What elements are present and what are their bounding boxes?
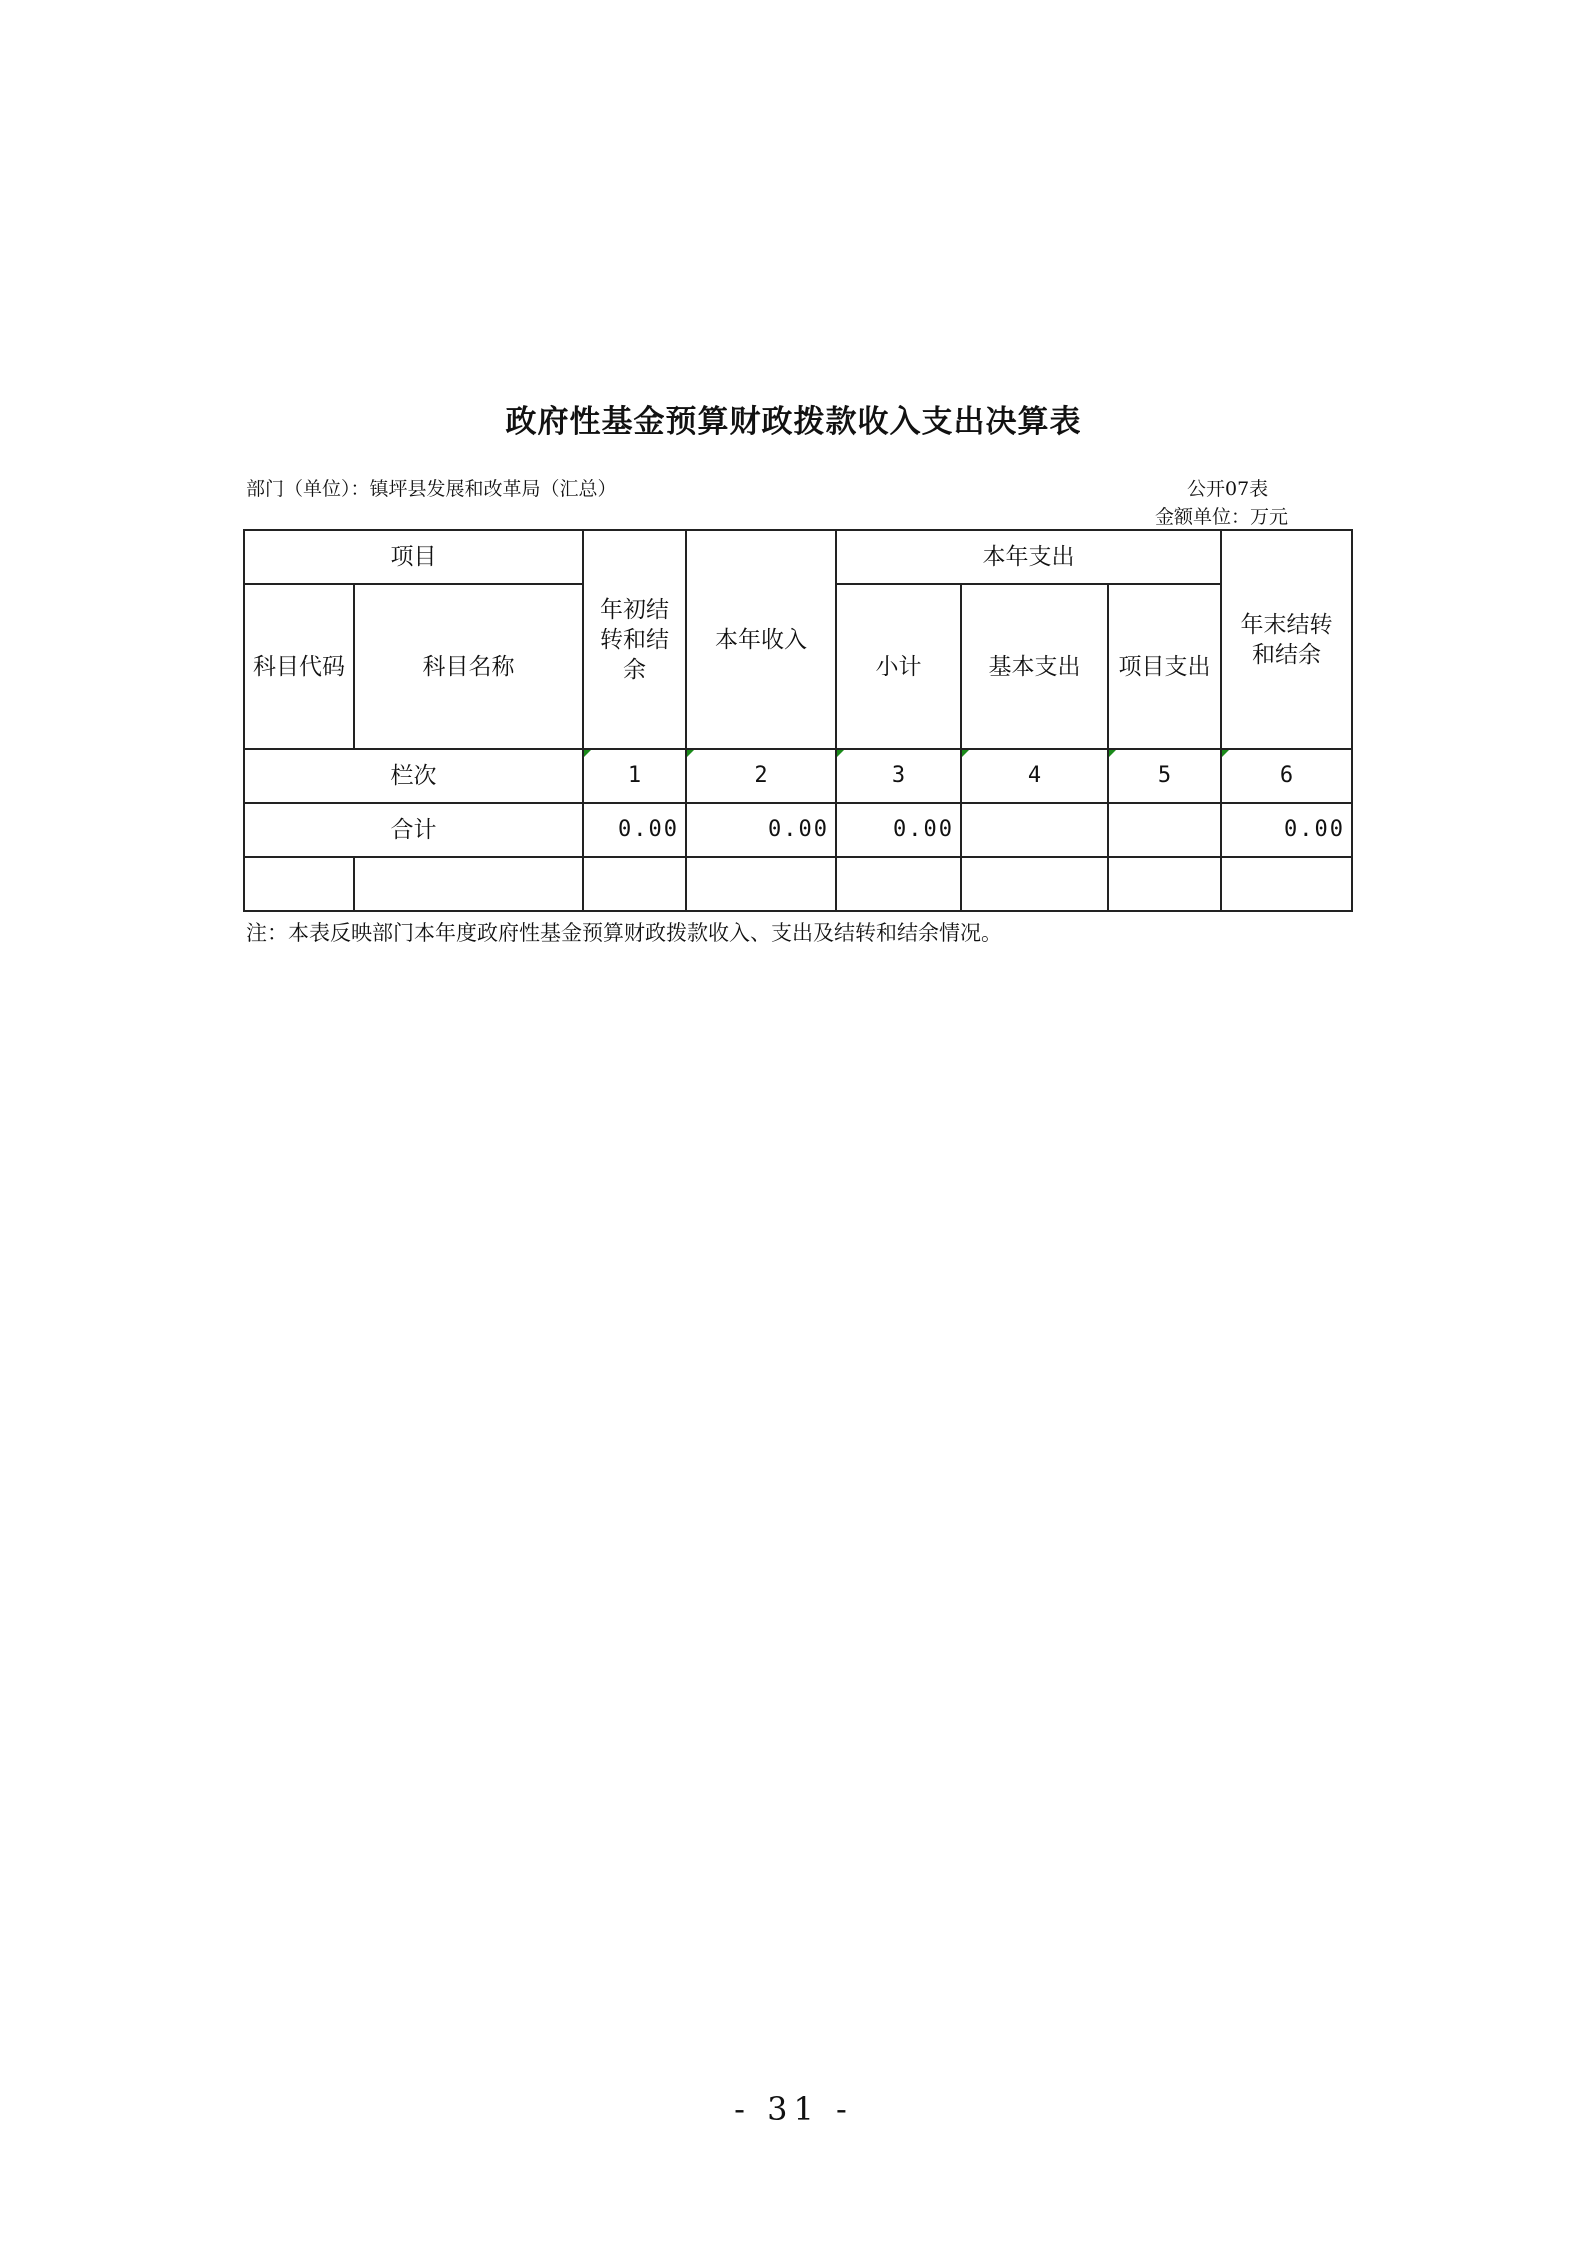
column-index-value: 3	[891, 763, 906, 788]
empty-cell	[961, 857, 1108, 911]
cell-marker	[1222, 750, 1229, 757]
column-index-5	[1108, 749, 1221, 803]
amount-unit: 金额单位：万元	[1155, 506, 1289, 528]
total-subtotal: 0.00	[836, 803, 961, 857]
column-index-label: 栏次	[244, 749, 583, 803]
column-index-4	[961, 749, 1108, 803]
total-label: 合计	[244, 803, 583, 857]
table-note: 注：本表反映部门本年度政府性基金预算财政拨款收入、支出及结转和结余情况。	[246, 921, 1002, 945]
header-closing-text: 年末结转和结余	[1240, 611, 1333, 668]
empty-cell	[836, 857, 961, 911]
page-title: 政府性基金预算财政拨款收入支出决算表	[505, 404, 1082, 440]
column-index-2	[686, 749, 836, 803]
header-code: 科目代码	[244, 584, 354, 749]
page-number: - 31 -	[734, 2090, 853, 2128]
cell-marker	[584, 750, 591, 757]
column-index-3	[836, 749, 961, 803]
header-expense: 本年支出	[836, 530, 1221, 584]
empty-cell	[244, 857, 354, 911]
header-income: 本年收入	[686, 530, 836, 749]
header-basic-expense: 基本支出	[961, 584, 1108, 749]
empty-cell	[686, 857, 836, 911]
total-closing: 0.00	[1221, 803, 1352, 857]
empty-cell	[583, 857, 686, 911]
empty-cell	[1221, 857, 1352, 911]
cell-marker	[687, 750, 694, 757]
column-index-6	[1221, 749, 1352, 803]
column-index-value: 5	[1157, 763, 1172, 788]
column-index-1	[583, 749, 686, 803]
header-opening-text: 年初结转和结余	[600, 596, 669, 683]
column-index-value: 6	[1279, 763, 1294, 788]
table-number: 公开07表	[1187, 478, 1269, 500]
department-label: 部门（单位）：镇坪县发展和改革局（汇总）	[246, 478, 617, 500]
cell-marker	[837, 750, 844, 757]
column-index-value: 4	[1027, 763, 1042, 788]
table-row	[244, 857, 1352, 911]
header-project: 项目	[244, 530, 583, 584]
empty-cell	[1108, 857, 1221, 911]
empty-cell	[354, 857, 583, 911]
cell-marker	[962, 750, 969, 757]
header-subtotal: 小计	[836, 584, 961, 749]
header-project-expense: 项目支出	[1108, 584, 1221, 749]
header-closing-balance	[1221, 530, 1352, 749]
budget-table	[243, 529, 1353, 912]
total-opening: 0.00	[583, 803, 686, 857]
cell-marker	[1109, 750, 1116, 757]
total-project	[1108, 803, 1221, 857]
total-basic	[961, 803, 1108, 857]
total-income: 0.00	[686, 803, 836, 857]
header-opening-balance	[583, 530, 686, 749]
column-index-value: 1	[627, 763, 642, 788]
column-index-value: 2	[754, 763, 768, 788]
header-name: 科目名称	[354, 584, 583, 749]
